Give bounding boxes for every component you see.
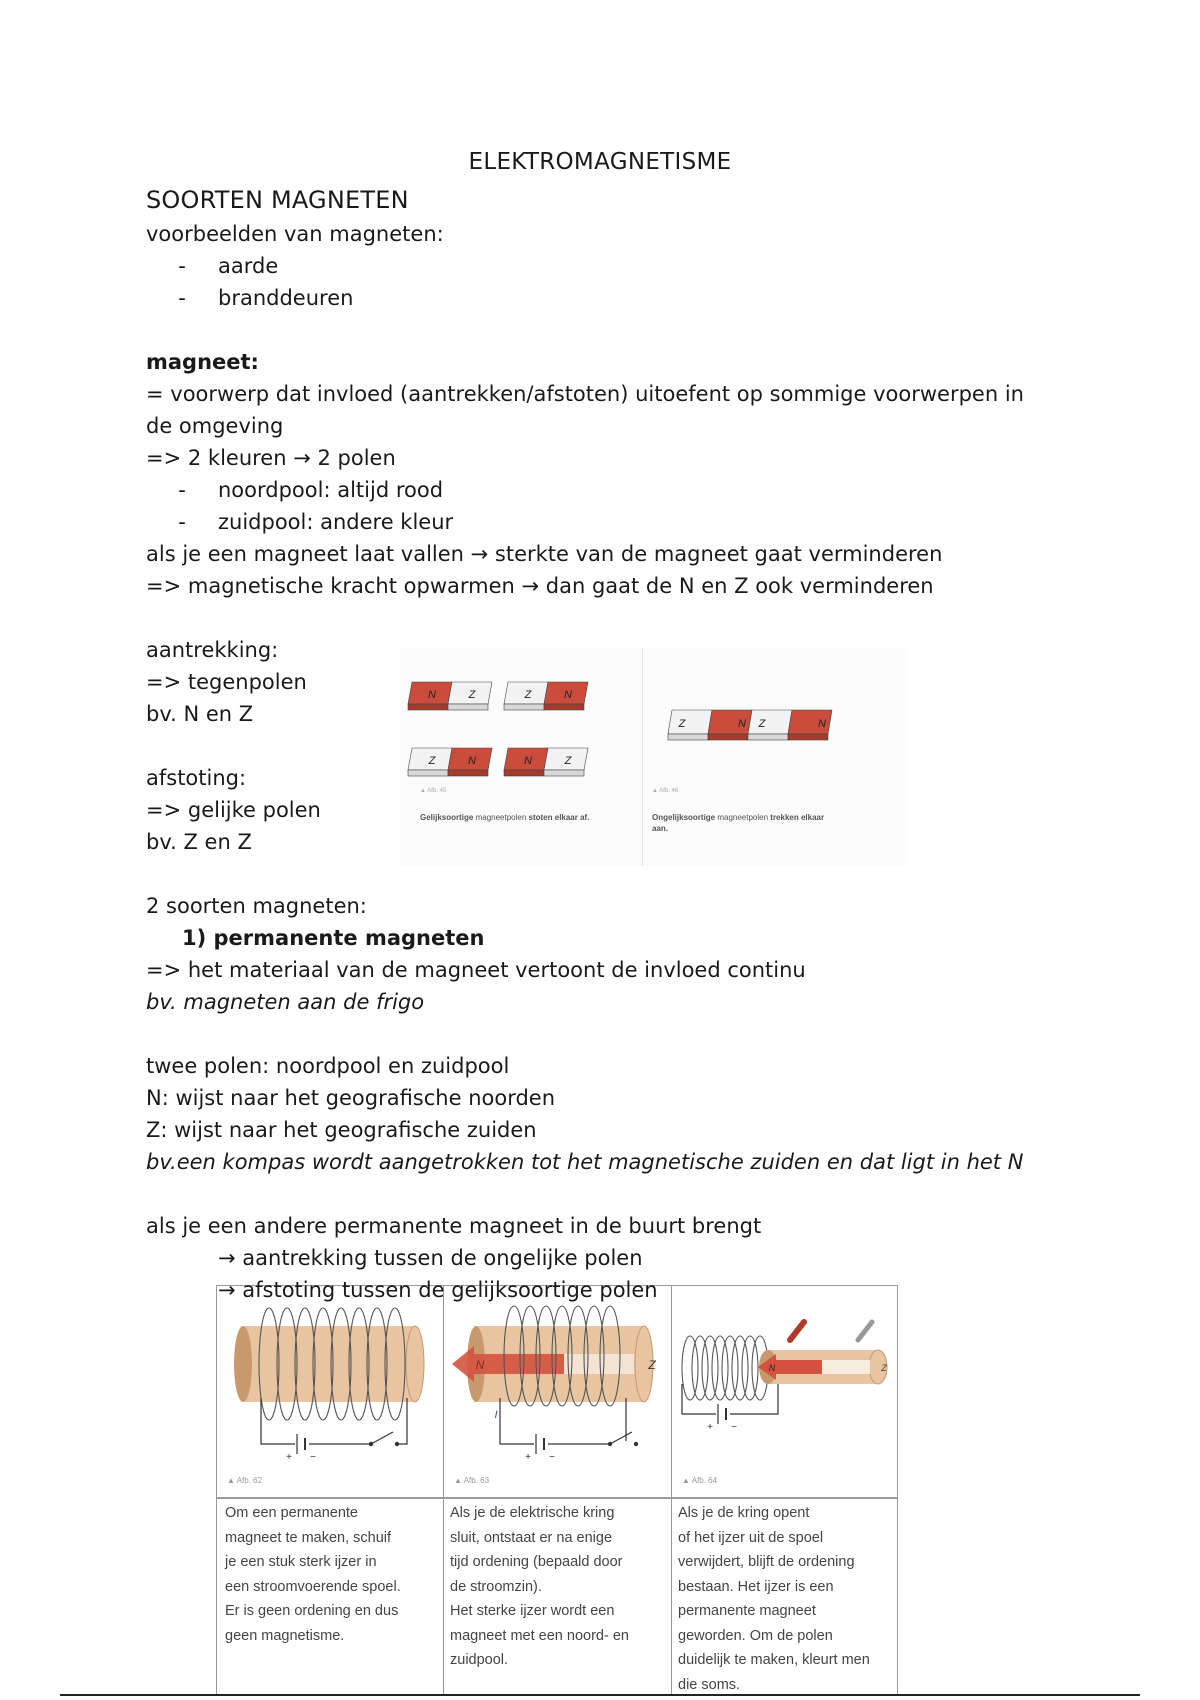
pole-label: Z xyxy=(564,755,572,767)
pole-label: N xyxy=(428,689,436,701)
pole-label: Z xyxy=(678,718,686,730)
pole-label: N xyxy=(818,718,826,730)
drop-line: als je een magneet laat vallen → sterkte van de magneet gaat verminderen xyxy=(146,542,943,566)
figure-cell xyxy=(217,1286,444,1695)
current-label: I xyxy=(494,1409,498,1421)
figure-caption: Ongelijksoortige magneetpolen trekken elkaar aan. xyxy=(652,813,825,833)
battery-plus: + xyxy=(286,1452,292,1463)
figure-caption: Gelijksoortige magneetpolen stoten elkaar af. xyxy=(420,813,590,822)
coil-turn xyxy=(722,1336,738,1400)
pole-label: N xyxy=(475,1358,485,1372)
pole-label: Z xyxy=(524,689,532,701)
magnet-half-side xyxy=(708,734,748,740)
cell-description: Om een permanente magneet te maken, schuif je een stuk sterk ijzer in een stroomvoerende spoel. Er is geen ordening en dus geen magnetisme. xyxy=(225,1505,401,1644)
circuit-wire xyxy=(500,1398,626,1444)
pole-label: Z xyxy=(428,755,436,767)
figure-number: ▲ Afb. 63 xyxy=(454,1476,490,1485)
iron-bar-end xyxy=(406,1326,424,1402)
magnet-term: magneet: xyxy=(146,350,259,374)
poles-intro: twee polen: noordpool en zuidpool xyxy=(146,1054,510,1078)
figure-cell xyxy=(444,1286,672,1695)
examples-intro: voorbeelden van magneten: xyxy=(146,222,444,246)
magnet-half-side xyxy=(408,770,448,776)
pole-label: N xyxy=(468,755,476,767)
figure-number: ▲ Afb. 62 xyxy=(227,1476,263,1485)
cell-description: Als je de kring opent of het ijzer uit de spoel verwijdert, blijft de ordening bestaan. Het ijzer is een permanente magneet geworden. Om de polen duidelijk te maken, kleurt men die soms. xyxy=(678,1505,870,1693)
type1-example: bv. magneten aan de frigo xyxy=(146,990,425,1014)
pole-label: Z xyxy=(648,1358,656,1372)
magnet-half-side xyxy=(544,770,584,776)
magnet-half-side xyxy=(408,704,448,710)
table-divider xyxy=(217,1497,897,1499)
list-item: - zuidpool: andere kleur xyxy=(178,510,454,534)
south-half xyxy=(822,1360,870,1374)
coil-illustration xyxy=(672,1286,896,1471)
section-heading: SOORTEN MAGNETEN xyxy=(146,186,409,214)
coil-turn xyxy=(682,1336,698,1400)
types-intro: 2 soorten magneten: xyxy=(146,894,367,918)
pole-label: N xyxy=(524,755,532,767)
magnet-half-side xyxy=(668,734,708,740)
coil-turn xyxy=(692,1336,708,1400)
heat-line: => magnetische kracht opwarmen → dan gaat de N en Z ook verminderen xyxy=(146,574,934,598)
attraction-example: bv. N en Z xyxy=(146,702,254,726)
south-line: Z: wijst naar het geografische zuiden xyxy=(146,1118,537,1142)
compass-line: bv.een kompas wordt aangetrokken tot het magnetische zuiden en dat ligt in het N xyxy=(146,1150,1024,1174)
pole-label: Z xyxy=(468,689,476,701)
cell-description: Als je de elektrische kring sluit, ontstaat er na enige tijd ordening (bepaald door de stroomzin). Het sterke ijzer wordt een magneet met een noord- en zuidpool. xyxy=(450,1505,629,1668)
attraction-rule: => tegenpolen xyxy=(146,670,307,694)
magnet-definition-line: = voorwerp dat invloed (aantrekken/afstoten) uitoefent op sommige voorwerpen in xyxy=(146,382,1024,406)
type1-description: => het materiaal van de magneet vertoont de invloed continu xyxy=(146,958,806,982)
colors-poles-line: => 2 kleuren → 2 polen xyxy=(146,446,396,470)
pole-label: Z xyxy=(758,718,766,730)
magnet-half xyxy=(748,710,792,734)
magnet-half-side xyxy=(748,734,788,740)
coil-illustration xyxy=(217,1286,442,1471)
magnet-half-side xyxy=(448,770,488,776)
coil-turn xyxy=(742,1336,758,1400)
magnet-half-side xyxy=(448,704,488,710)
switch-contact xyxy=(395,1442,399,1446)
figure-number: ▲ Afb. 64 xyxy=(682,1476,718,1485)
coil-turn xyxy=(732,1336,748,1400)
magnet-definition-line: de omgeving xyxy=(146,414,284,438)
iron-bar xyxy=(243,1326,415,1402)
nearby-repel-line: → afstoting tussen de gelijksoortige polen xyxy=(218,1278,658,1302)
repulsion-rule: => gelijke polen xyxy=(146,798,321,822)
magnet-poles-illustration xyxy=(400,658,905,808)
battery-minus: − xyxy=(549,1452,555,1463)
north-line: N: wijst naar het geografische noorden xyxy=(146,1086,556,1110)
south-half xyxy=(564,1354,634,1374)
switch-contact xyxy=(634,1442,638,1446)
magnet-half-side xyxy=(504,770,544,776)
permanent-magnet-figure xyxy=(216,1285,898,1696)
list-item: - noordpool: altijd rood xyxy=(178,478,444,502)
battery-plus: + xyxy=(525,1452,531,1463)
magnet-half-side xyxy=(544,704,584,710)
grey-crayon-icon xyxy=(858,1322,872,1340)
magnet-half-side xyxy=(788,734,828,740)
pole-label: N xyxy=(738,718,746,730)
pole-label: Z xyxy=(881,1363,887,1373)
list-item: - aarde xyxy=(178,254,279,278)
coil-turn xyxy=(712,1336,728,1400)
page-title: ELEKTROMAGNETISME xyxy=(468,149,732,175)
magnet-half xyxy=(668,710,712,734)
iron-bar-end xyxy=(234,1326,252,1402)
battery-plus: + xyxy=(707,1422,713,1433)
pole-label: N xyxy=(564,689,572,701)
figure-divider xyxy=(642,648,643,866)
figure-number: ▲ Afb. 45 xyxy=(420,788,447,794)
magnet-half-side xyxy=(504,704,544,710)
battery-minus: − xyxy=(731,1422,737,1433)
nearby-attract-line: → aantrekking tussen de ongelijke polen xyxy=(218,1246,643,1270)
figure-number: ▲ Afb. 46 xyxy=(652,788,679,794)
magnet-poles-figure xyxy=(400,648,905,866)
nearby-line: als je een andere permanente magneet in de buurt brengt xyxy=(146,1214,762,1238)
repulsion-label: afstoting: xyxy=(146,766,247,790)
repulsion-example: bv. Z en Z xyxy=(146,830,252,854)
list-item: - branddeuren xyxy=(178,286,354,310)
type1-heading: 1) permanente magneten xyxy=(182,926,485,950)
coil-turn xyxy=(702,1336,718,1400)
red-crayon-icon xyxy=(790,1322,804,1340)
page-bottom-rule xyxy=(60,1694,1140,1696)
coil-illustration xyxy=(444,1286,670,1471)
pole-label: N xyxy=(768,1363,776,1373)
battery-minus: − xyxy=(310,1452,316,1463)
figure-cell xyxy=(672,1286,897,1695)
attraction-label: aantrekking: xyxy=(146,638,279,662)
